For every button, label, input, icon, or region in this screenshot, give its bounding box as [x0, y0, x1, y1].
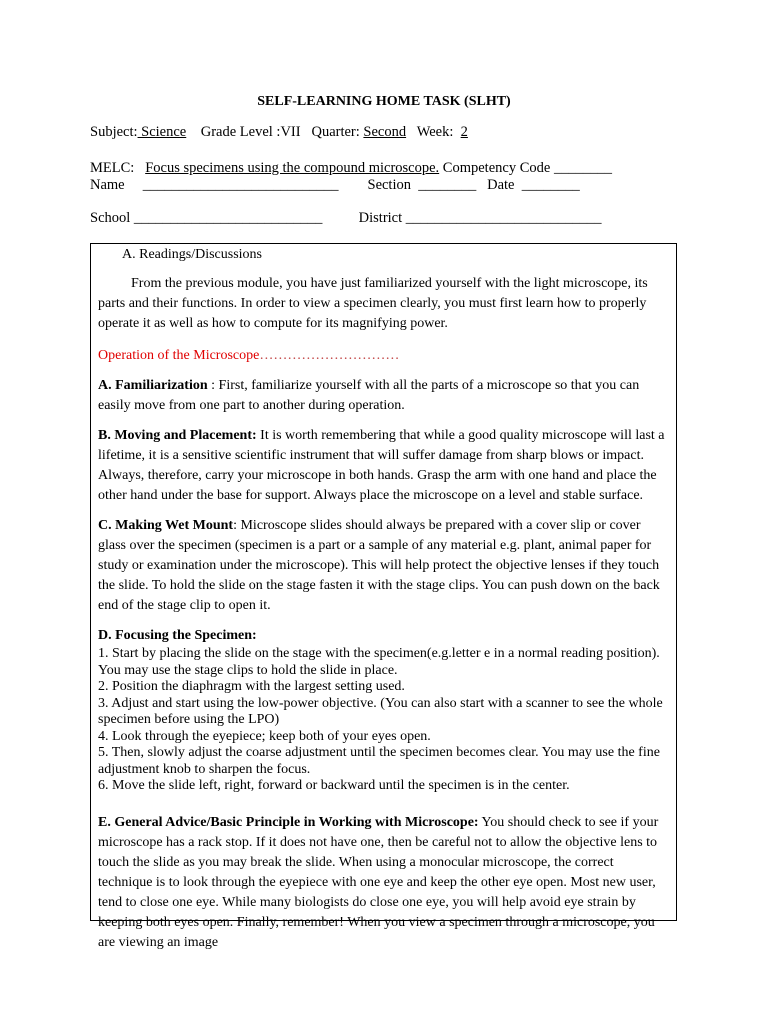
school-field[interactable]: __________________________: [133, 210, 323, 226]
week-value: 2: [460, 124, 468, 140]
operation-dots: …………………………: [259, 348, 400, 363]
focusing-heading-text: D. Focusing the Specimen:: [98, 628, 257, 643]
intro-paragraph: From the previous module, you have just familiarized yourself with the light microscope, its parts and their functions. In order to view a specimen clearly, you must first learn how to properly operate it as well as how to compute for its magnifying power.: [98, 276, 648, 331]
district-field[interactable]: ___________________________: [405, 210, 602, 226]
name-line: [90, 177, 580, 194]
operation-heading-text: Operation of the Microscope: [98, 348, 260, 363]
name-label: Name: [90, 177, 125, 193]
familiarization-heading: A. Familiarization: [98, 378, 208, 393]
section-label: Section: [367, 177, 411, 193]
page-title: SELF-LEARNING HOME TASK (SLHT): [257, 94, 511, 109]
moving-text: It is worth remembering that while a good quality microscope will last a lifetime, it is a sensitive scientific instrument that will suffer damage from sharp blows or impact. Always, therefore, carry your microscope in both hands. Grasp the arm with one hand and place the other hand under the base for support. Always place the microscope on a level and stable surface.: [98, 428, 665, 503]
district-label: District: [358, 210, 403, 226]
focusing-step: 4. Look through the eyepiece; keep both of your eyes open.: [98, 728, 431, 744]
moving-heading: B. Moving and Placement:: [98, 428, 257, 443]
general-advice-heading: E. General Advice/Basic Principle in Working with Microscope:: [98, 814, 479, 830]
school-line: [90, 210, 602, 227]
familiarization-text: : First, familiarize yourself with all the parts of a microscope so that you can easily move from one part to another during operation.: [98, 378, 640, 413]
familiarization-paragraph: [98, 376, 668, 416]
wetmount-paragraph: [98, 516, 668, 616]
general-advice-paragraph: [98, 813, 668, 953]
subject-value: Science: [137, 124, 187, 140]
focusing-step: 6. Move the slide left, right, forward or backward until the specimen is in the center.: [98, 778, 570, 793]
section-a-heading: A. Readings/Discussions: [122, 247, 262, 262]
wetmount-heading: C. Making Wet Mount: [98, 518, 234, 533]
focusing-step: 5. Then, slowly adjust the coarse adjustment until the specimen becomes clear. You may use the fine adjustment knob to sharpen the focus.: [98, 745, 660, 777]
wetmount-text: : Microscope slides should always be prepared with a cover slip or cover glass over the specimen (specimen is a part or a sample of any material e.g. plant, animal paper for study or examination under the microscope). This will help protect the objective lenses if they touch the slide. To hold the slide on the stage fasten it with the stage clips. You can push down on the back end of the stage clip to open it.: [98, 518, 660, 613]
focusing-step: 2. Position the diaphragm with the largest setting used.: [98, 679, 405, 694]
focusing-step: 3. Adjust and start using the low-power objective. (You can also start with a scanner to see the whole specimen before using the LPO): [98, 695, 663, 727]
date-label: Date: [487, 177, 515, 193]
quarter-label: Quarter:: [311, 124, 360, 140]
readings-box: [90, 243, 677, 950]
school-label: School: [90, 210, 131, 226]
melc-value: Focus specimens using the compound microscope.: [145, 160, 440, 176]
general-advice-text: You should check to see if your microscope has a rack stop. If it does not have one, then be careful not to allow the objective lens to touch the slide as you may break the slide. When using a monocular microscope, the correct technique is to look through the eyepiece with one eye and keep the other eye open. Most new user, tend to close one eye. While many biologists do close one eye, you will help avoid eye strain by keeping both eyes open. Finally, remember! When you view a specimen through a microscope, you are viewing an image: [98, 814, 659, 950]
operation-heading: [98, 346, 668, 366]
focusing-step: 1. Start by placing the slide on the stage with the specimen(e.g.letter e in a normal reading position). You may use the stage clips to hold the slide in place.: [98, 646, 660, 678]
subject-label: Subject:: [90, 124, 138, 140]
name-field[interactable]: ___________________________: [142, 177, 339, 193]
moving-paragraph: [98, 426, 668, 506]
melc-label: MELC:: [90, 160, 135, 176]
section-field[interactable]: ________: [418, 177, 477, 193]
date-field[interactable]: ________: [521, 177, 580, 193]
subject-line: [90, 124, 468, 141]
week-label: Week:: [416, 124, 454, 140]
focusing-heading: [98, 626, 668, 646]
competency-code: Competency Code ________: [442, 160, 612, 176]
grade-level: Grade Level :VII: [200, 124, 301, 140]
melc-line: [90, 160, 612, 177]
quarter-value: Second: [363, 124, 407, 140]
